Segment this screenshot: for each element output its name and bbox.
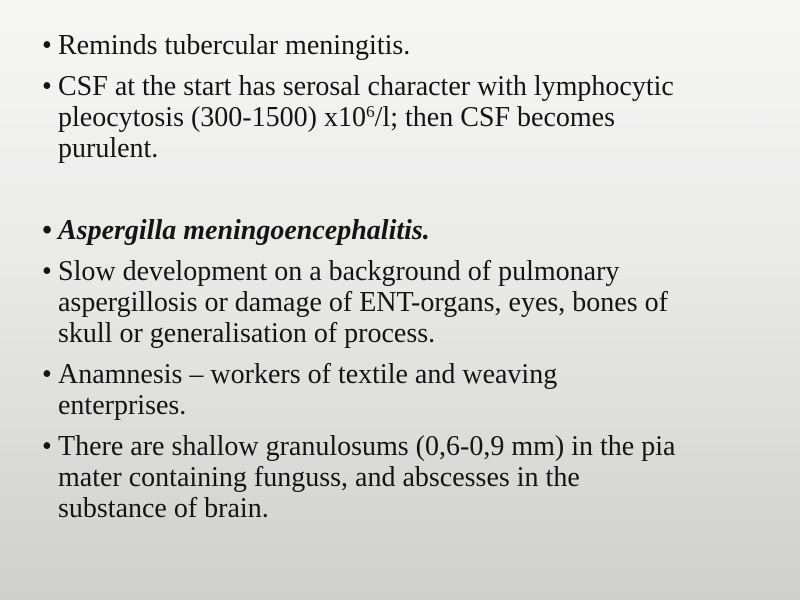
bullet-marker: •	[42, 71, 52, 102]
text-line	[58, 215, 774, 246]
bullet-marker: •	[42, 30, 52, 61]
bullet-marker: •	[42, 431, 52, 462]
text-line	[58, 71, 774, 102]
bullet-item	[42, 71, 774, 164]
text-segment: aspergillosis or damage of ENT-organs, eyes, bones of	[58, 287, 668, 318]
text-segment: Reminds tubercular meningitis.	[58, 30, 411, 61]
text-line	[58, 287, 774, 318]
text-line	[58, 256, 774, 287]
bullet-item	[42, 359, 774, 421]
bullet-item	[42, 431, 774, 524]
text-line	[58, 390, 774, 421]
bullet-item	[42, 256, 774, 349]
text-segment: skull or generalisation of process.	[58, 318, 436, 349]
text-segment: Aspergilla meningoencephalitis.	[58, 215, 430, 246]
text-segment: CSF at the start has serosal character with lymphocytic	[58, 71, 674, 102]
text-segment: Anamnesis – workers of textile and weaving	[58, 359, 558, 390]
text-line	[58, 493, 774, 524]
text-line	[58, 102, 774, 133]
superscript-text: 6	[365, 101, 375, 121]
text-segment: mater containing funguss, and abscesses in the	[58, 462, 580, 493]
text-segment: purulent.	[58, 133, 159, 164]
bullet-item	[42, 215, 774, 246]
bullet-marker: •	[42, 256, 52, 287]
bullet-item	[42, 30, 774, 61]
text-segment: There are shallow granulosums (0,6-0,9 mm) in the pia	[58, 431, 676, 462]
bullet-spacer	[42, 174, 774, 205]
text-line	[58, 462, 774, 493]
text-segment: /l; then CSF becomes	[374, 102, 615, 133]
text-line	[58, 318, 774, 349]
text-segment: pleocytosis (300-1500) x10	[58, 102, 366, 133]
text-line	[58, 359, 774, 390]
text-line	[58, 133, 774, 164]
text-line	[58, 30, 774, 61]
bullet-marker: •	[42, 215, 52, 246]
text-segment: substance of brain.	[58, 493, 269, 524]
text-line	[58, 431, 774, 462]
text-segment: Slow development on a background of pulmonary	[58, 256, 620, 287]
text-segment: enterprises.	[58, 390, 187, 421]
bullet-marker: •	[42, 359, 52, 390]
